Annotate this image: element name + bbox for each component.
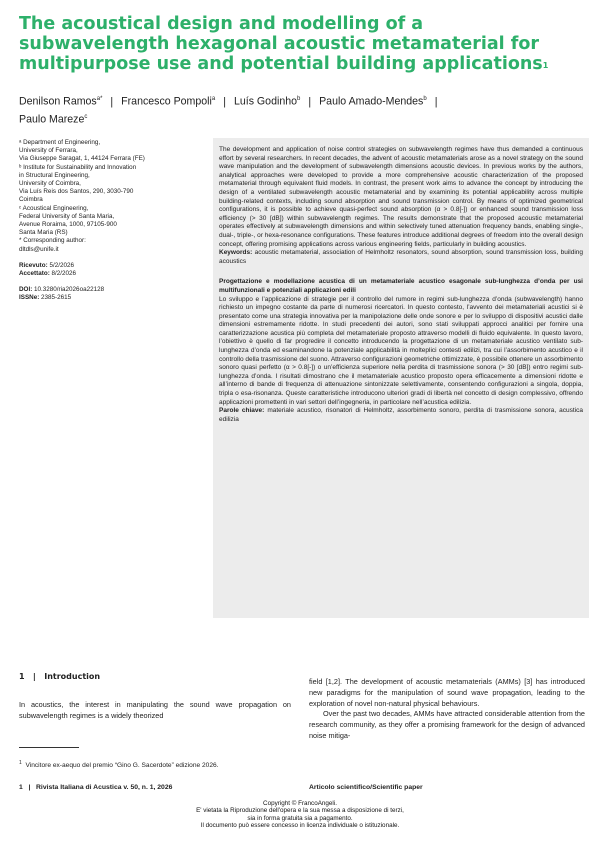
page-footer-right: Articolo scientifico/Scientific paper: [309, 784, 423, 791]
copyright-notice: [0, 800, 600, 830]
footnote-text: Vincitore ex-aequo del premio “Gino G. Sacerdote” edizione 2026.: [25, 762, 219, 770]
intro-column-right: [309, 677, 585, 742]
corresponding-author-email[interactable]: dltdls@unife.it: [19, 245, 59, 253]
affiliation-line: Santa Maria (RS): [19, 229, 68, 237]
author-separator: |: [223, 95, 226, 108]
accepted-value: 8/2/2026: [51, 270, 77, 278]
keywords-italian-value: materiale acustico, risonatori di Helmholtz, assorbimento sonoro, perdita di trasmissione sonora, acustica edilizia: [219, 407, 583, 423]
keywords-italian-label: Parole chiave:: [219, 407, 265, 415]
author-name: Paulo Amado-Mendes: [319, 95, 424, 108]
abstract-english: The development and application of noise control strategies on subwavelength regimes have thus demanded a continuous effort by several researchers. In recent decades, the advent of acoustic metamaterials arose as a novel strategy on the sound wave manipulation and the development of subwavelength dimensions acoustic devices. In previous works by the authors, analytical approaches were developed to provide a more comprehensive acoustic characterization of the proposed metamaterial through equivalent fluid models. In contrast, the present work aims to advance the concept by introducing the design of a ventilated subwavelength acoustic metamaterial and by examining its potential applicability across multiple building-related contexts, including sound absorption and sound transmission control. By means of optimized geometrical configurations, it is possible to achieve quasi-perfect sound absorption (α > 0.8[-]) or enhanced sound transmission loss efficiency (> 30 [dB]) within subwavelength regimes. The results demonstrate that the proposed acoustic metamaterial operates effectively at subwavelength dimensions and within selectively tuned attenuation frequency bands, enabling single-, dual-, triple-, or hexa-resonance configurations. These features introduce additional degrees of freedom into the overall design concept, offering promising applications across various engineering fields, particularly in building acoustics.: [219, 146, 583, 248]
abstract-italian: Lo sviluppo e l’applicazione di strategie per il controllo del rumore in regimi sub-lunghezza d’onda (subwavelength) hanno richiesto un impegno costante da parte di numerosi ricercatori. In questo contesto, l’avvento dei metamateriali acustici si è presentato come una strategia innovativa per la manipolazione delle onde sonore e per lo sviluppo di dispositivi acustici dalle dimensioni estremamente ridotte. In studi precedenti dei autori, sono stati sviluppati approcci analitici per fornire una caratterizzazione acustica più completa del metamateriale proposto attraverso modelli di fluido equivalente. In questo lavoro, l’obiettivo è quello di far progredire il concetto introducendo la progettazione di un metamateriale acustico ventilato sub-lunghezza d’onda ed esaminandone la potenziale applicabilità in molteplici contesti edilizi, tra cui l’assorbimento acustico e il controllo della trasmissione del suono. Attraverso configurazioni geometriche ottimizzate, è possibile ottenere un assorbimento sonoro quasi perfetto (α > 0.8[-]) o un’efficienza superiore nella perdita di trasmissione sonora (> 30 [dB]) entro regimi sub-lunghezza d’onda. I risultati dimostrano che il metamateriale acustico proposto opera efficacemente a dimensioni ridotte e all’interno di bande di frequenza di attenuazione sintonizzate selettivamente, consentendo configurazioni a singola, doppia, tripla o esa-risonanza. Queste caratteristiche introducono ulteriori gradi di libertà nel concetto di design complessivo, offrendo applicazioni promettenti in vari settori dell’ingegneria, in particolare nell’acustica edilizia.: [219, 295, 583, 406]
copyright-line: Il documento può essere concesso in licenza individuale o istituzionale.: [200, 822, 400, 830]
affiliation-line: Federal University of Santa Maria,: [19, 212, 115, 220]
affiliation-line: Via Giuseppe Saragat, 1, 44124 Ferrara (FE): [19, 155, 145, 163]
doi: [19, 286, 204, 294]
author-affiliation-marker: a*: [96, 96, 103, 102]
received-value: 5/2/2026: [49, 261, 74, 269]
footnote: [19, 759, 219, 770]
page-footer-left: 1 | Rivista Italiana di Acustica v. 50, n. 1, 2026: [19, 784, 173, 791]
corresponding-author-label: * Corresponding author:: [19, 237, 86, 245]
article-title: The acoustical design and modelling of a subwavelength hexagonal acoustic metamaterial for multipurpose use and potential building applications$^1$: [19, 14, 549, 74]
section-heading: 1 | Introduction: [19, 672, 101, 681]
author-name: Paulo Mareze: [19, 113, 85, 126]
copyright-line: Copyright © FrancoAngeli.: [263, 800, 337, 807]
keywords-italian: [219, 407, 583, 424]
accepted-date: [19, 270, 204, 278]
intro-paragraph-right-2: Over the past two decades, AMMs have attracted considerable attention from the research community, as they offer a promising framework for the design of advanced noise mitiga-: [309, 709, 585, 740]
accepted-label: Accettato:: [19, 270, 50, 278]
section-number: 1: [19, 672, 25, 681]
author-separator: |: [308, 95, 312, 108]
affiliation-line: University of Coimbra,: [19, 180, 81, 188]
doi-link[interactable]: 10.3280/ria2026oa22128: [34, 286, 105, 294]
keywords-english: [219, 249, 583, 266]
title-note-marker: 1: [542, 61, 549, 70]
footnote-divider: [19, 747, 79, 748]
issn-value: 2385-2615: [41, 294, 72, 302]
affiliation-line: ᶜ Acoustical Engineering,: [19, 204, 89, 212]
footnote-marker: 1: [19, 760, 22, 766]
author-affiliation-marker: c: [84, 113, 88, 120]
author-name: Francesco Pompoli: [121, 95, 212, 108]
author-name: Luís Godinho: [233, 95, 297, 108]
page-number: 1: [19, 784, 23, 791]
affiliation-line: Via Luís Reis dos Santos, 290, 3030-790: [19, 188, 134, 196]
affiliation-line: in Structural Engineering,: [19, 171, 90, 179]
author-affiliation-marker: a: [211, 96, 216, 102]
keywords-value: acoustic metamaterial, association of Helmholtz resonators, sound absorption, sound transmission loss, building acoustics: [219, 249, 583, 265]
received-date: [19, 262, 204, 270]
affiliation-line: ᵃ Department of Engineering,: [19, 139, 101, 146]
author-affiliation-marker: b: [423, 96, 427, 102]
author-list: [19, 92, 584, 127]
author-name: Denilson Ramos: [19, 95, 97, 108]
issn: [19, 294, 204, 302]
author-separator: |: [434, 95, 438, 108]
intro-paragraph-left: In acoustics, the interest in manipulating the sound wave propagation on subwavelength regimes is a widely theorized: [19, 700, 291, 720]
author-separator: |: [110, 95, 114, 108]
affiliation-line: Coimbra: [19, 196, 43, 204]
doi-label: DOI:: [19, 286, 33, 294]
abstract-box: [213, 138, 589, 618]
affiliation-line: ᵇ Institute for Sustainability and Innovation: [19, 163, 137, 171]
affiliation-line: University of Ferrara,: [19, 147, 78, 155]
italian-title: Progettazione e modellazione acustica di un metamateriale acustico esagonale sub-lunghezza d’onda per usi multifunzionali e potenziali applicazioni edili: [219, 278, 583, 294]
received-label: Ricevuto:: [19, 261, 48, 269]
issn-label: ISSNe:: [19, 294, 40, 302]
author-affiliation-marker: b: [297, 96, 301, 102]
copyright-line: E' vietata la Riproduzione dell'opera e la sua messa a disposizione di terzi,: [196, 807, 404, 815]
affiliations-column: [19, 139, 204, 303]
keywords-label: Keywords:: [219, 249, 253, 257]
intro-paragraph-right-1: field [1,2]. The development of acoustic metamaterials (AMMs) [3] has introduced new paradigms for the manipulation of sound wave propagation, leading to the exploration of novel non-natural physical behaviours.: [309, 677, 585, 708]
section-title: Introduction: [44, 672, 101, 681]
affiliation-line: Avenue Roraima, 1000, 97105-900: [19, 221, 117, 229]
copyright-line: sia in forma gratuita sia a pagamento.: [247, 814, 353, 822]
journal-name: Rivista Italiana di Acustica v. 50, n. 1, 2026: [36, 784, 173, 791]
